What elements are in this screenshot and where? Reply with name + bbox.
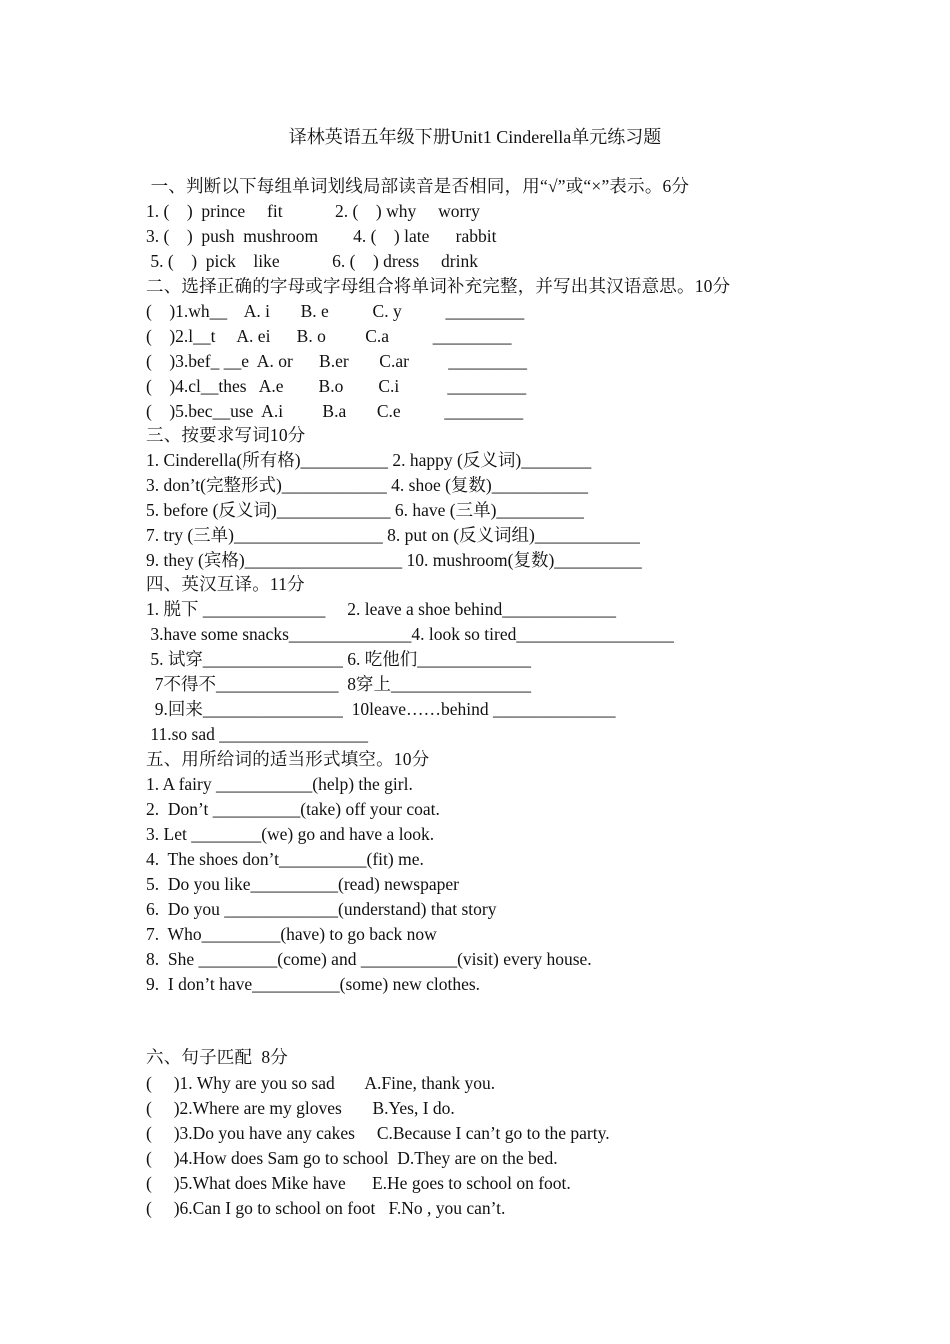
worksheet-title: 译林英语五年级下册Unit1 Cinderella单元练习题 bbox=[288, 127, 662, 147]
section-6-line: ( )4.How does Sam go to school D.They are on the bed. bbox=[146, 1148, 558, 1168]
section-1-line: 1. ( ) prince fit 2. ( ) why worry bbox=[146, 201, 480, 221]
section-4-line: 9.回来________________ 10leave……behind ______________ bbox=[146, 699, 616, 719]
section-2-line: ( )5.bec__use A.i B.a C.e _________ bbox=[146, 401, 524, 421]
section-6-line: ( )1. Why are you so sad A.Fine, thank you. bbox=[146, 1073, 496, 1093]
section-5-line: 2. Don’t __________(take) off your coat. bbox=[146, 799, 440, 819]
section-3-line: 5. before (反义词)_____________ 6. have (三单)__________ bbox=[146, 500, 584, 520]
section-6-line: ( )6.Can I go to school on foot F.No , you can’t. bbox=[146, 1198, 506, 1218]
section-5-line: 6. Do you _____________(understand) that story bbox=[146, 899, 497, 919]
section-1-line: 5. ( ) pick like 6. ( ) dress drink bbox=[146, 251, 478, 271]
section-5-line: 7. Who_________(have) to go back now bbox=[146, 924, 437, 944]
section-3-line: 7. try (三单)_________________ 8. put on (反义词组)____________ bbox=[146, 525, 640, 545]
section-2-line: ( )1.wh__ A. i B. e C. y _________ bbox=[146, 301, 525, 321]
section-4-line: 1. 脱下 ______________ 2. leave a shoe behind_____________ bbox=[146, 599, 617, 619]
section-4-line: 11.so sad _________________ bbox=[146, 724, 368, 744]
section-5-line: 4. The shoes don’t__________(fit) me. bbox=[146, 849, 424, 869]
section-4-line: 7不得不______________ 8穿上________________ bbox=[146, 674, 531, 694]
section-6-line: ( )5.What does Mike have E.He goes to school on foot. bbox=[146, 1173, 571, 1193]
section-5-line: 1. A fairy ___________(help) the girl. bbox=[146, 774, 413, 794]
section-6-line: ( )3.Do you have any cakes C.Because I can’t go to the party. bbox=[146, 1123, 610, 1143]
section-5-heading: 五、用所给词的适当形式填空。10分 bbox=[146, 749, 430, 769]
section-2-line: ( )4.cl__thes A.e B.o C.i _________ bbox=[146, 376, 527, 396]
section-3-line: 3. don’t(完整形式)____________ 4. shoe (复数)___________ bbox=[146, 475, 589, 495]
section-1-line: 3. ( ) push mushroom 4. ( ) late rabbit bbox=[146, 226, 497, 246]
section-3-heading: 三、按要求写词10分 bbox=[146, 425, 306, 445]
section-6-line: ( )2.Where are my gloves B.Yes, I do. bbox=[146, 1098, 455, 1118]
section-4-line: 3.have some snacks______________4. look so tired__________________ bbox=[146, 624, 674, 644]
section-6-heading: 六、句子匹配 8分 bbox=[146, 1047, 288, 1067]
section-2-line: ( )2.l__t A. ei B. o C.a _________ bbox=[146, 326, 512, 346]
section-5-line: 9. I don’t have__________(some) new clothes. bbox=[146, 974, 481, 994]
section-4-line: 5. 试穿________________ 6. 吃他们_____________ bbox=[146, 649, 531, 669]
section-1-heading: 一、判断以下每组单词划线局部读音是否相同，用“√”或“×”表示。6分 bbox=[146, 176, 690, 196]
section-2-heading: 二、选择正确的字母或字母组合将单词补充完整，并写出其汉语意思。10分 bbox=[146, 276, 731, 296]
section-5-line: 8. She _________(come) and ___________(visit) every house. bbox=[146, 949, 592, 969]
section-2-line: ( )3.bef_ __e A. or B.er C.ar _________ bbox=[146, 351, 528, 371]
section-5-line: 5. Do you like__________(read) newspaper bbox=[146, 874, 459, 894]
section-5-line: 3. Let ________(we) go and have a look. bbox=[146, 824, 435, 844]
section-3-line: 1. Cinderella(所有格)__________ 2. happy (反义词)________ bbox=[146, 450, 592, 470]
section-4-heading: 四、英汉互译。11分 bbox=[146, 574, 305, 594]
section-3-line: 9. they (宾格)__________________ 10. mushroom(复数)__________ bbox=[146, 550, 642, 570]
